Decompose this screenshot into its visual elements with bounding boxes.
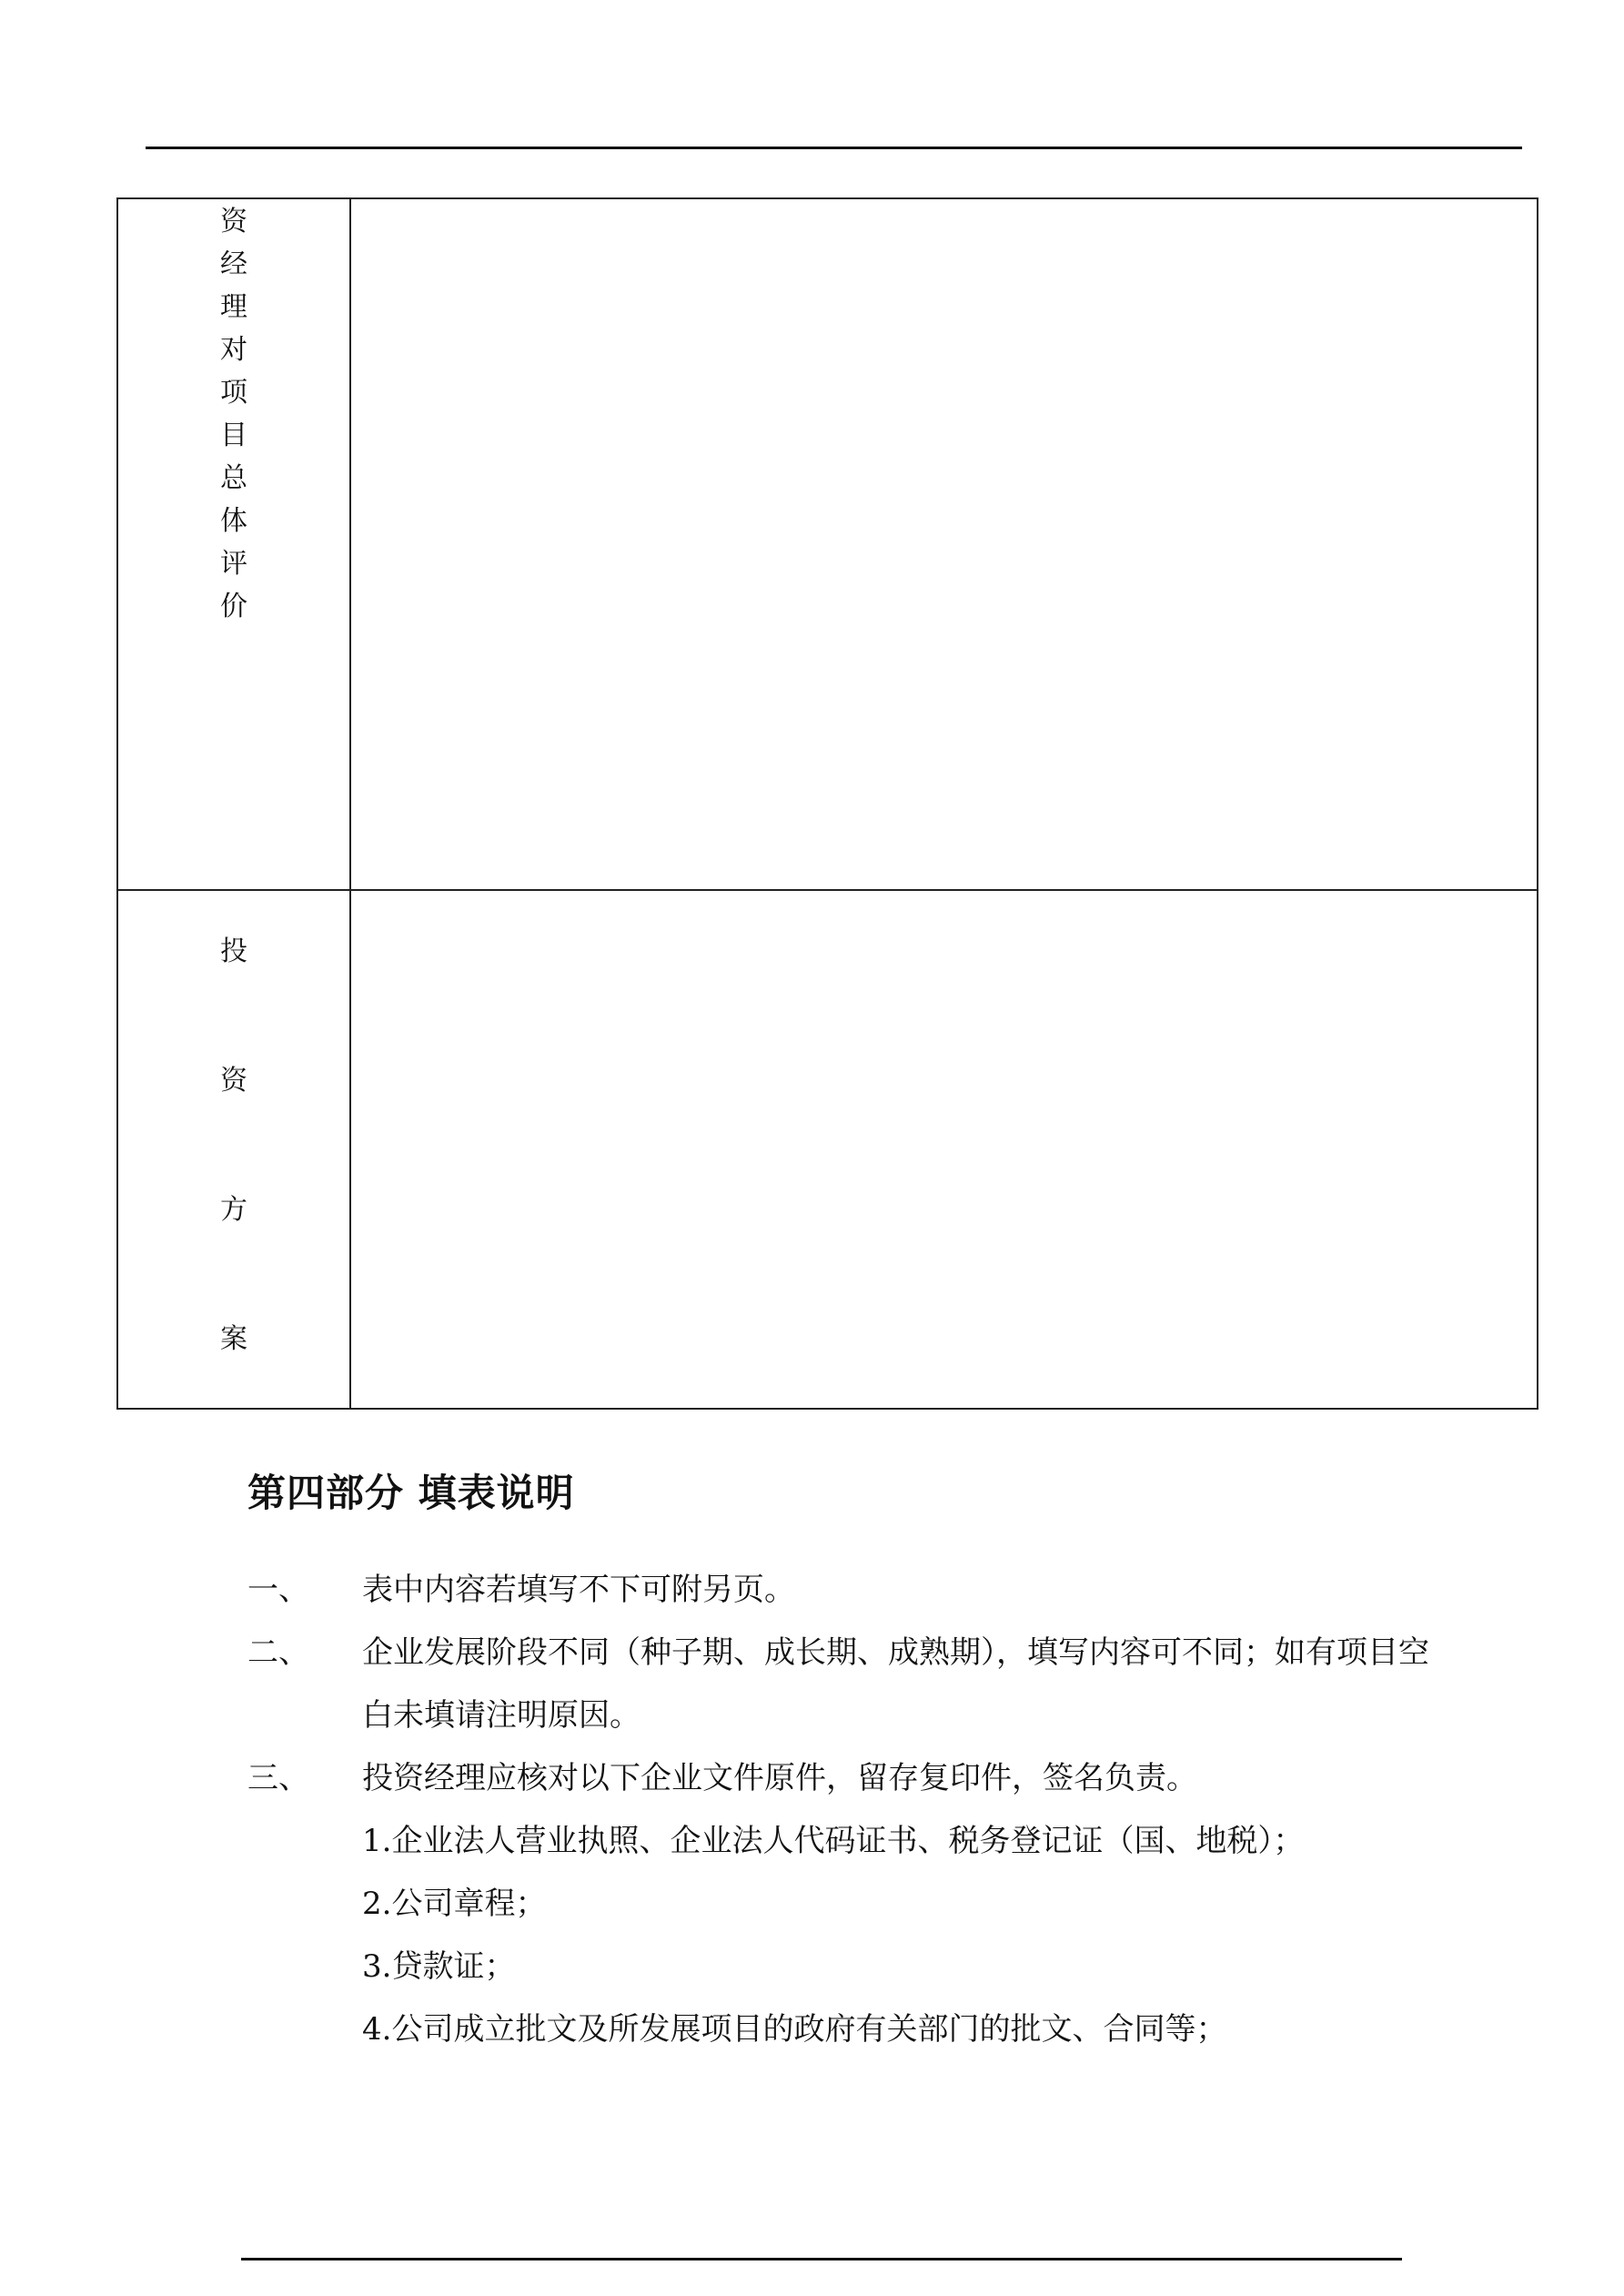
evaluation-label-char: 目 — [220, 420, 247, 451]
item-subtext: 1.企业法人营业执照、企业法人代码证书、税务登记证（国、地税）； — [362, 1823, 1305, 1859]
item-number: 一、 — [247, 1572, 309, 1608]
item-text: 白未填请注明原因。 — [362, 1697, 641, 1734]
item-subtext: 4.公司成立批文及所发展项目的政府有关部门的批文、合同等； — [362, 2011, 1227, 2048]
footer-rule — [241, 2258, 1402, 2261]
evaluation-content-cell[interactable] — [351, 199, 1537, 889]
evaluation-label-char: 理 — [220, 291, 247, 323]
plan-label-char: 投 — [220, 936, 247, 967]
evaluation-label-char: 经 — [220, 248, 247, 280]
evaluation-label-char: 总 — [220, 462, 247, 494]
evaluation-label-char: 评 — [220, 548, 247, 580]
plan-label-cell — [118, 891, 349, 1410]
item-number: 二、 — [247, 1634, 309, 1671]
item-text: 投资经理应核对以下企业文件原件，留存复印件，签名负责。 — [362, 1760, 1197, 1796]
item-text: 表中内容若填写不下可附另页。 — [362, 1572, 795, 1608]
evaluation-label-char: 对 — [220, 334, 247, 366]
item-number: 三、 — [247, 1760, 309, 1796]
evaluation-label-char: 项 — [220, 377, 247, 409]
plan-label-char: 方 — [220, 1194, 247, 1226]
section-title: 第四部分 填表说明 — [247, 1471, 575, 1515]
header-rule — [146, 147, 1522, 149]
item-subtext: 3.贷款证； — [362, 1948, 516, 1985]
evaluation-label-char: 体 — [220, 505, 247, 537]
evaluation-label-char: 价 — [220, 591, 247, 622]
item-text: 企业发展阶段不同（种子期、成长期、成熟期），填写内容可不同；如有项目空 — [362, 1634, 1429, 1671]
evaluation-label-cell — [118, 199, 349, 889]
form-table — [116, 197, 1538, 1410]
evaluation-label-char: 资 — [220, 206, 247, 238]
plan-label-char: 案 — [220, 1323, 247, 1355]
plan-label-char: 资 — [220, 1065, 247, 1097]
plan-content-cell[interactable] — [351, 891, 1537, 1408]
item-subtext: 2.公司章程； — [362, 1886, 547, 1922]
